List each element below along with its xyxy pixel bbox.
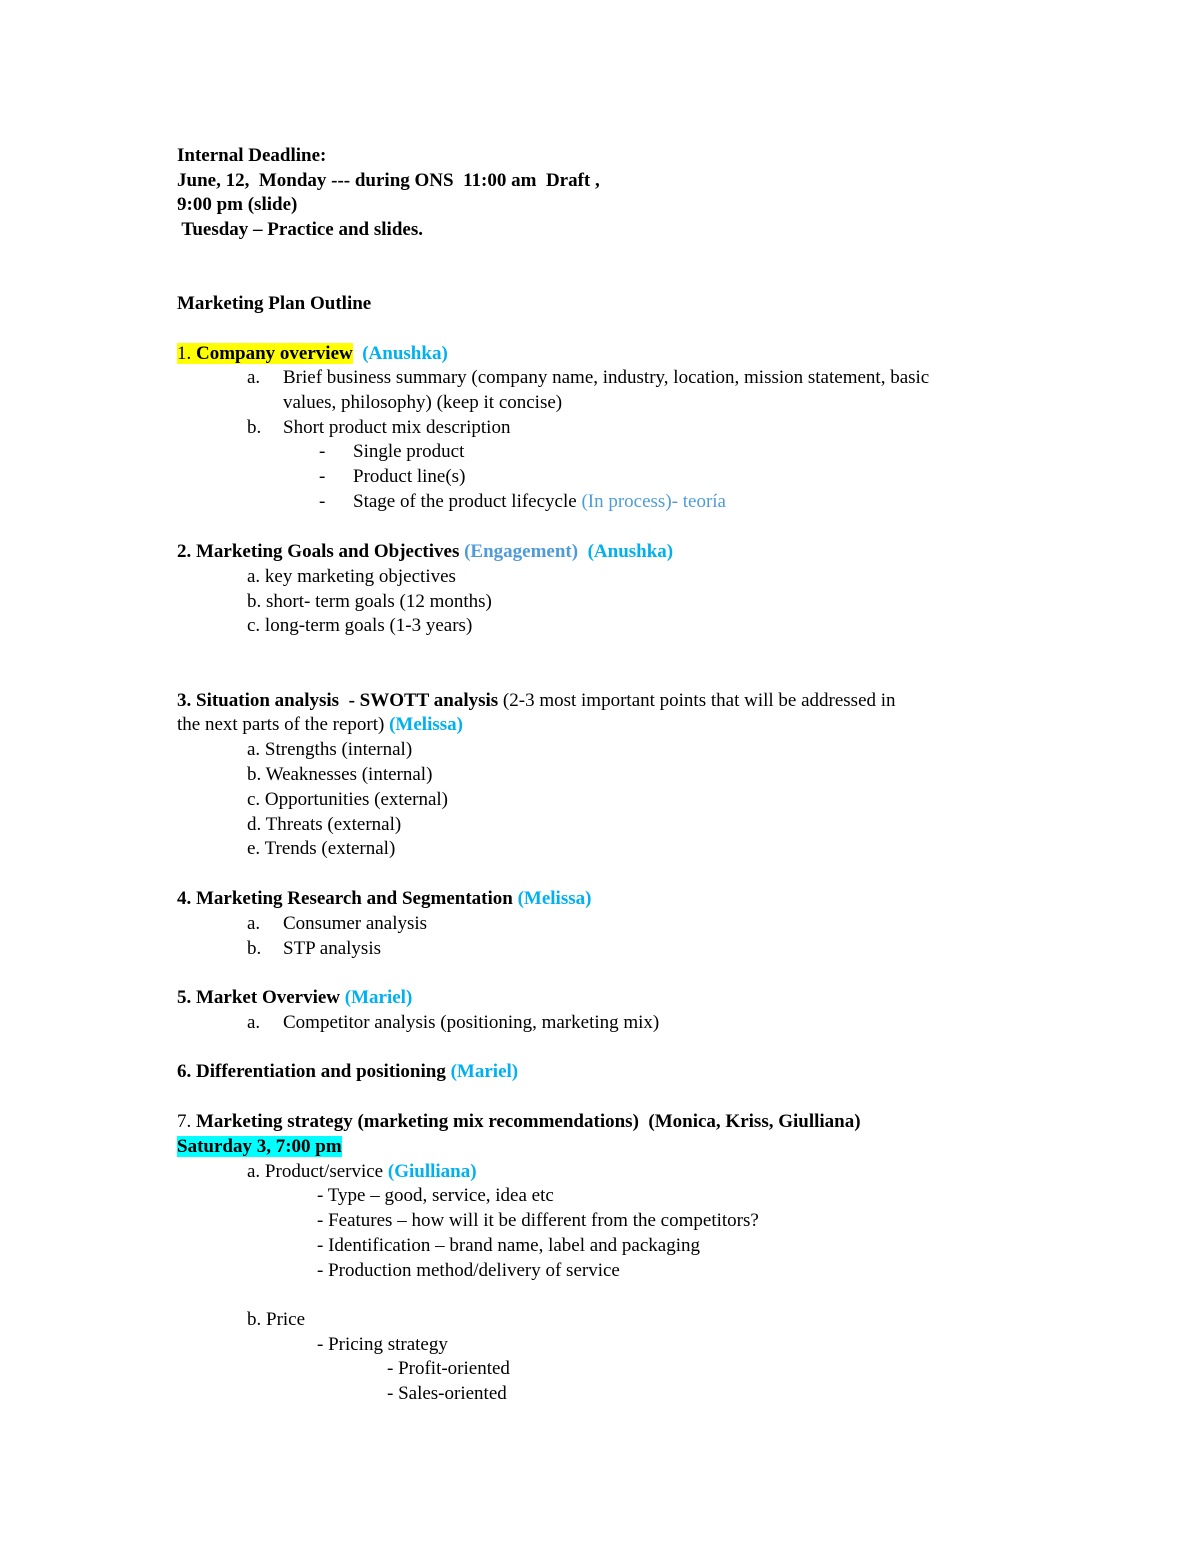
item-text: a. Product/service <box>247 1161 388 1182</box>
section-2-tag: (Engagement) <box>464 541 579 562</box>
section-3-heading <box>177 689 896 713</box>
item-text: Competitor analysis (positioning, marketing mix) <box>283 1012 660 1033</box>
deadline-line-3: Tuesday – Practice and slides. <box>177 219 423 240</box>
section-1-number: 1. <box>177 343 196 364</box>
section-3-item-e: e. Trends (external) <box>247 838 396 859</box>
section-7-number: 7. <box>177 1111 196 1132</box>
section-2-heading <box>177 540 673 564</box>
section-7-item-b: b. Price <box>247 1309 306 1330</box>
section-7-item-a-sub-4: - Production method/delivery of service <box>317 1260 620 1281</box>
section-2-item-b: b. short- term goals (12 months) <box>247 591 492 612</box>
section-1-title: Company overview <box>196 343 353 364</box>
dash-bullet: - <box>319 466 326 487</box>
section-6-heading <box>177 1060 518 1084</box>
item-marker: b. <box>247 938 262 959</box>
section-1-item-a-continued: values, philosophy) (keep it concise) <box>283 392 563 413</box>
section-3-item-b: b. Weaknesses (internal) <box>247 764 433 785</box>
section-3-item-c: c. Opportunities (external) <box>247 789 449 810</box>
section-5-owner: (Mariel) <box>344 987 413 1008</box>
section-3-heading-continued <box>177 713 463 737</box>
section-7-item-a <box>247 1160 477 1184</box>
section-2-owner: (Anushka) <box>587 541 674 562</box>
section-3-item-d: d. Threats (external) <box>247 814 402 835</box>
deadline-line-1: June, 12, Monday --- during ONS 11:00 am Draft , <box>177 170 600 191</box>
section-1-subitem-3 <box>319 490 726 514</box>
section-7-date-highlight: Saturday 3, 7:00 pm <box>177 1136 342 1157</box>
section-5-heading <box>177 986 412 1010</box>
section-3-description-2: the next parts of the report) <box>177 714 390 735</box>
section-5-title: 5. Market Overview <box>177 987 345 1008</box>
section-1-subitem-1 <box>319 440 464 464</box>
item-text: Consumer analysis <box>283 913 428 934</box>
section-7-item-b-sub-1a: - Profit-oriented <box>387 1358 510 1379</box>
section-7-item-b-sub-1b: - Sales-oriented <box>387 1383 507 1404</box>
item-marker: a. <box>247 1012 261 1033</box>
section-1-item-a <box>247 366 929 390</box>
section-6-owner: (Mariel) <box>450 1061 519 1082</box>
section-7-item-a-sub-3: - Identification – brand name, label and packaging <box>317 1235 701 1256</box>
dash-bullet: - <box>319 441 326 462</box>
subitem-text: Stage of the product lifecycle <box>353 491 582 512</box>
section-3-title: 3. Situation analysis - SWOTT analysis <box>177 690 503 711</box>
item-marker: a. <box>247 913 261 934</box>
section-4-item-a <box>247 912 427 936</box>
section-3-description: (2-3 most important points that will be addressed in <box>502 690 896 711</box>
section-7-item-a-sub-1: - Type – good, service, idea etc <box>317 1185 554 1206</box>
subitem-text: Product line(s) <box>353 466 466 487</box>
section-7-date <box>177 1135 342 1159</box>
section-4-heading <box>177 887 591 911</box>
section-1-item-b <box>247 416 510 440</box>
item-marker: b. <box>247 417 262 438</box>
section-4-title: 4. Marketing Research and Segmentation <box>177 888 518 909</box>
item-text: Brief business summary (company name, industry, location, mission statement, basic <box>283 367 930 388</box>
item-text: STP analysis <box>283 938 381 959</box>
section-1-subitem-2 <box>319 465 465 489</box>
section-1-highlight <box>177 343 353 364</box>
section-6-title: 6. Differentiation and positioning <box>177 1061 451 1082</box>
section-2-item-a: a. key marketing objectives <box>247 566 456 587</box>
section-4-owner: (Melissa) <box>517 888 592 909</box>
section-2-title: 2. Marketing Goals and Objectives <box>177 541 465 562</box>
section-7-heading <box>177 1110 861 1134</box>
section-7-title: Marketing strategy (marketing mix recommendations) (Monica, Kriss, Giulliana) <box>196 1111 861 1132</box>
deadline-title: Internal Deadline: <box>177 145 327 166</box>
section-1-owner: (Anushka) <box>362 343 448 364</box>
section-7-item-b-sub-1: - Pricing strategy <box>317 1334 448 1355</box>
item-text: Short product mix description <box>283 417 511 438</box>
subitem-note: (In process)- teoría <box>581 491 726 512</box>
section-1-heading <box>177 342 448 366</box>
section-4-item-b <box>247 937 381 961</box>
section-2-item-c: c. long-term goals (1-3 years) <box>247 615 473 636</box>
section-7-item-a-owner: (Giulliana) <box>387 1161 477 1182</box>
section-3-item-a: a. Strengths (internal) <box>247 739 413 760</box>
section-5-item-a <box>247 1011 659 1035</box>
deadline-line-2: 9:00 pm (slide) <box>177 194 298 215</box>
section-3-owner: (Melissa) <box>389 714 463 735</box>
subitem-text: Single product <box>353 441 465 462</box>
item-marker: a. <box>247 367 261 388</box>
outline-title: Marketing Plan Outline <box>177 293 372 314</box>
section-7-item-a-sub-2: - Features – how will it be different from the competitors? <box>317 1210 759 1231</box>
dash-bullet: - <box>319 491 326 512</box>
